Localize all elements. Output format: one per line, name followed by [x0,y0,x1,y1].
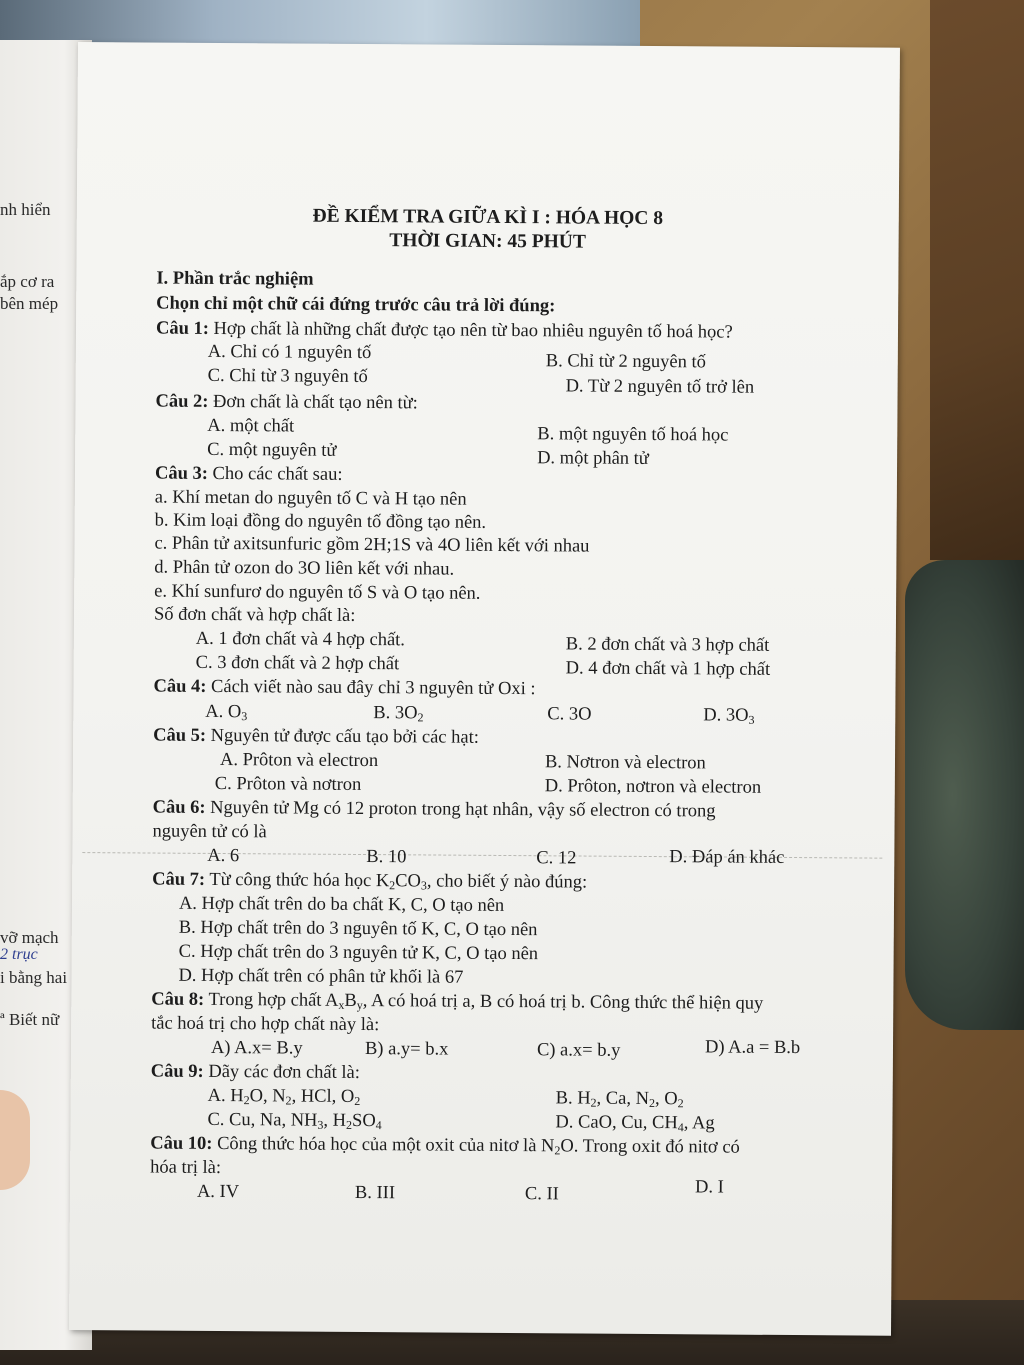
question-label: Câu 10: [150,1133,213,1154]
q1-option-b: B. Chỉ từ 2 nguyên tố [545,351,706,373]
left-page-line: nh hiển [0,200,51,219]
q9-option-b: B. $H_2$, Ca, $N_2$, $O_2$ [555,1088,684,1111]
q9-option-c: C. Cu, Na, $NH_3$, $H_2SO_4$ [207,1109,382,1133]
question-text: Nguyên tử Mg có 12 proton trong hạt nhân, vậy số electron có trong [210,797,716,822]
q7-option-a: A. Hợp chất trên do ba chất K, C, O tạo nên [178,893,505,916]
question-text: Nguyên tử được cấu tạo bởi các hạt: [210,725,480,748]
question-7: Câu 7: Từ công thức hóa học $K_2CO_3$, cho biết ý nào đúng: [152,869,588,893]
question-text: Đơn chất là chất tạo nên từ: [212,391,418,414]
q3-item-a: a. Khí metan do nguyên tố C và H tạo nên [154,487,467,510]
left-page-line: ắp cơ ra [0,272,55,291]
q5-option-d: D. Prôton, nơtron và electron [544,776,762,798]
question-label: Câu 9: [150,1061,204,1082]
exam-time: THỜI GIAN: 45 PHÚT [389,230,587,253]
q1-option-a: A. Chỉ có 1 nguyên tố [207,341,372,364]
green-bag [905,560,1024,1030]
question-label: Câu 1: [155,318,210,339]
q8-option-d: D) A.a = B.b [704,1037,801,1059]
q8-option-c: C) a.x= b.y [536,1040,621,1061]
left-page-line: bên mép [0,294,59,313]
question-text: Cách viết nào sau đây chỉ 3 nguyên tử Oxi : [210,676,536,700]
q6-option-a: A. 6 [207,845,240,867]
q4-option-d: D. $3O_3$ [703,705,755,727]
question-10: Câu 10: Công thức hóa học của một oxit của nitơ là $N_2O$. Trong oxit đó nitơ có [150,1133,740,1158]
question-label: Câu 4: [153,676,207,697]
question-1 [156,318,733,344]
q9-option-d: D. CaO, Cu, $CH_4$, Ag [555,1112,715,1135]
finger [0,1090,30,1190]
exam-paper [69,42,900,1336]
question-label: Câu 2: [155,391,209,412]
section-instruction: Chọn chỉ một chữ cái đứng trước câu trả lời đúng: [156,293,556,317]
question-6-continued: nguyên tử có là [152,821,267,843]
q4-option-c: C. 3O [547,704,592,725]
q3-option-b: B. 2 đơn chất và 3 hợp chất [565,634,770,656]
q7-option-b: B. Hợp chất trên do 3 nguyên tố K, C, O tạo nên [178,917,538,941]
q8-option-b: B) a.y= b.x [364,1039,449,1060]
q2-option-c: C. một nguyên tử [207,439,337,461]
q5-option-a: A. Prôton và electron [219,750,379,772]
question-text: Cho các chất sau: [212,463,343,485]
question-text: Dãy các đơn chất là: [208,1061,360,1083]
q3-item-d: d. Phân tử ozon do 3O liên kết với nhau. [154,557,455,580]
q6-option-b: B. 10 [366,847,407,868]
q3-item-c: c. Phân tử axitsunfuric gồm 2H;1S và 4O liên kết với nhau [154,533,590,557]
q5-option-b: B. Nơtron và electron [544,752,706,774]
q10-option-c: C. II [524,1184,559,1205]
q3-item-e: e. Khí sunfurơ do nguyên tố S và O tạo nên. [154,581,481,604]
question-8: Câu 8: Trong hợp chất $A_xB_y$, A có hoá trị a, B có hoá trị b. Công thức thể hiện quy [151,989,764,1014]
q3-option-c: C. 3 đơn chất và 2 hợp chất [195,652,400,675]
question-5 [153,725,479,749]
q8-option-a: A) A.x= B.y [210,1037,303,1059]
q6-option-c: C. 12 [536,848,577,869]
q6-option-d: D. Đáp án khác [669,847,785,868]
q3-option-a: A. 1 đơn chất và 4 hợp chất. [195,628,406,651]
q1-option-d: D. Từ 2 nguyên tố trở lên [565,376,755,398]
q2-option-a: A. một chất [207,415,295,437]
exam-title: ĐỀ KIỂM TRA GIỮA KÌ I : HÓA HỌC 8 [312,205,664,230]
q4-option-a: A. $O_3$ [205,701,248,724]
q10-option-b: B. III [354,1182,396,1204]
left-page-line: i bằng hai [0,968,68,987]
question-label: Câu 3: [154,463,208,484]
question-label: Câu 5: [153,725,207,746]
question-4 [153,676,535,701]
q7-option-d: D. Hợp chất trên có phân tử khối là 67 [178,965,464,988]
question-label: Câu 7: [152,869,206,890]
q10-option-d: D. I [694,1177,724,1198]
q2-option-b: B. một nguyên tố hoá học [537,424,729,446]
question-9 [151,1061,360,1084]
q10-option-a: A. IV [196,1181,240,1203]
question-text: Hợp chất là những chất được tạo nên từ bao nhiêu nguyên tố hoá học? [213,318,733,343]
question-label: Câu 6: [152,797,206,818]
question-8-continued: tắc hoá trị cho hợp chất này là: [151,1013,380,1036]
left-page-handwriting: 2 trục [0,946,38,963]
question-10-continued: hóa trị là: [150,1157,222,1179]
q1-option-c: C. Chỉ từ 3 nguyên tố [207,365,368,388]
q5-option-c: C. Prôton và nơtron [214,773,362,795]
q7-option-c: C. Hợp chất trên do 3 nguyên tử K, C, O tạo nên [178,941,539,965]
q4-option-b: B. $3O_2$ [373,703,424,725]
q3-ask: Số đơn chất và hợp chất là: [153,604,356,626]
question-2 [155,391,417,415]
q9-option-a: A. $H_2O$, $N_2$, HCl, $O_2$ [207,1085,361,1108]
section-heading: I. Phần trắc nghiệm [156,268,314,290]
question-6 [153,797,716,823]
question-label: Câu 8: [151,989,205,1010]
question-3 [155,463,343,486]
left-page-line: vỡ mạch [0,928,59,947]
q3-item-b: b. Kim loại đồng do nguyên tố đồng tạo nên. [154,510,487,533]
wooden-chair [930,0,1024,560]
q3-option-d: D. 4 đơn chất và 1 hợp chất [565,658,771,680]
q2-option-d: D. một phân tử [537,448,649,469]
left-page-line: ª Biết nữ [0,1010,60,1029]
